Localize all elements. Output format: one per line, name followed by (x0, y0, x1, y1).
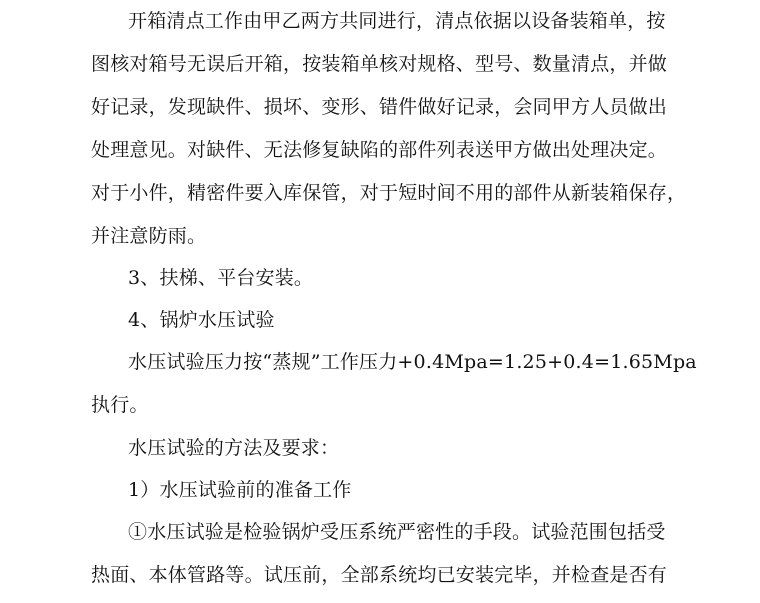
text-line-12: 1）水压试验前的准备工作 (128, 479, 352, 501)
text-line-11: 水压试验的方法及要求： (128, 437, 340, 459)
text-line-1: 开箱清点工作由甲乙两方共同进行，清点依据以设备装箱单，按 (128, 10, 666, 32)
text-line-2: 图核对箱号无误后开箱，按装箱单核对规格、型号、数量清点，并做 (91, 53, 668, 75)
text-line-8: 4、锅炉水压试验 (128, 309, 275, 331)
text-line-14: 热面、本体管路等。试压前，全部系统均已安装完毕，并检查是否有 (91, 564, 668, 586)
text-line-6: 并注意防雨。 (91, 225, 207, 247)
text-line-4: 处理意见。对缺件、无法修复缺陷的部件列表送甲方做出处理决定。 (91, 139, 668, 161)
text-line-13: ①水压试验是检验锅炉受压系统严密性的手段。试验范围包括受 (128, 521, 666, 543)
text-line-5: 对于小件，精密件要入库保管，对于短时间不用的部件从新装箱保存， (91, 182, 687, 204)
text-line-9: 水压试验压力按“蒸规”工作压力+0.4Mpa=1.25+0.4=1.65Mpa (128, 351, 697, 373)
text-line-10: 执行。 (91, 394, 149, 416)
text-line-7: 3、扶梯、平台安装。 (128, 267, 314, 289)
text-line-3: 好记录，发现缺件、损坏、变形、错件做好记录，会同甲方人员做出 (91, 96, 668, 118)
